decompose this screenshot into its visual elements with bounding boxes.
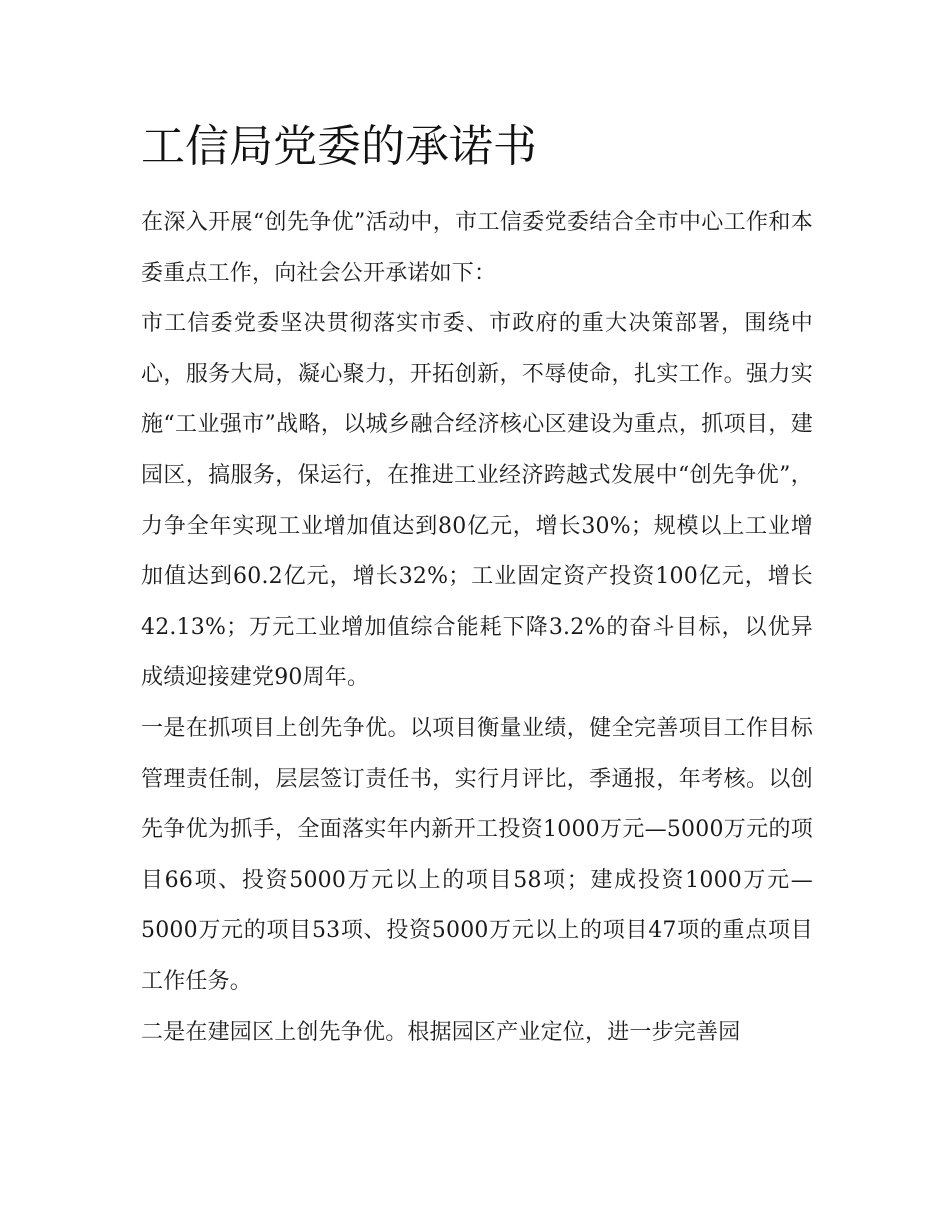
paragraph-intro: 在深入开展“创先争优”活动中，市工信委党委结合全市中心工作和本委重点工作，向社会公开承诺如下： bbox=[141, 210, 813, 286]
document-title: 工信局党委的承诺书 bbox=[141, 121, 537, 172]
paragraph-commitment: 市工信委党委坚决贯彻落实市委、市政府的重大决策部署，围绕中心，服务大局，凝心聚力，开拓创新，不辱使命，扎实工作。强力实施“工业强市”战略，以城乡融合经济核心区建设为重点，抓项目，建园区，搞服务，保运行，在推进工业经济跨越式发展中“创先争优”，力争全年实现工业增加值达到80亿元，增长30%；规模以上工业增加值达到60.2亿元，增长32%；工业固定资产投资100亿元，增长42.13%；万元工业增加值综合能耗下降3.2%的奋斗目标，以优异成绩迎接建党90周年。 bbox=[141, 311, 813, 691]
paragraph-projects: 一是在抓项目上创先争优。以项目衡量业绩，健全完善项目工作目标管理责任制，层层签订责任书，实行月评比，季通报，年考核。以创先争优为抓手，全面落实年内新开工投资1000万元—5000万元的项目66项、投资5000万元以上的项目58项；建成投资1000万元—5000万元的项目53项、投资5000万元以上的项目47项的重点项目工作任务。 bbox=[141, 715, 813, 994]
document-body bbox=[141, 118, 813, 1058]
paragraph-parks: 二是在建园区上创先争优。根据园区产业定位，进一步完善园 bbox=[141, 1019, 741, 1045]
